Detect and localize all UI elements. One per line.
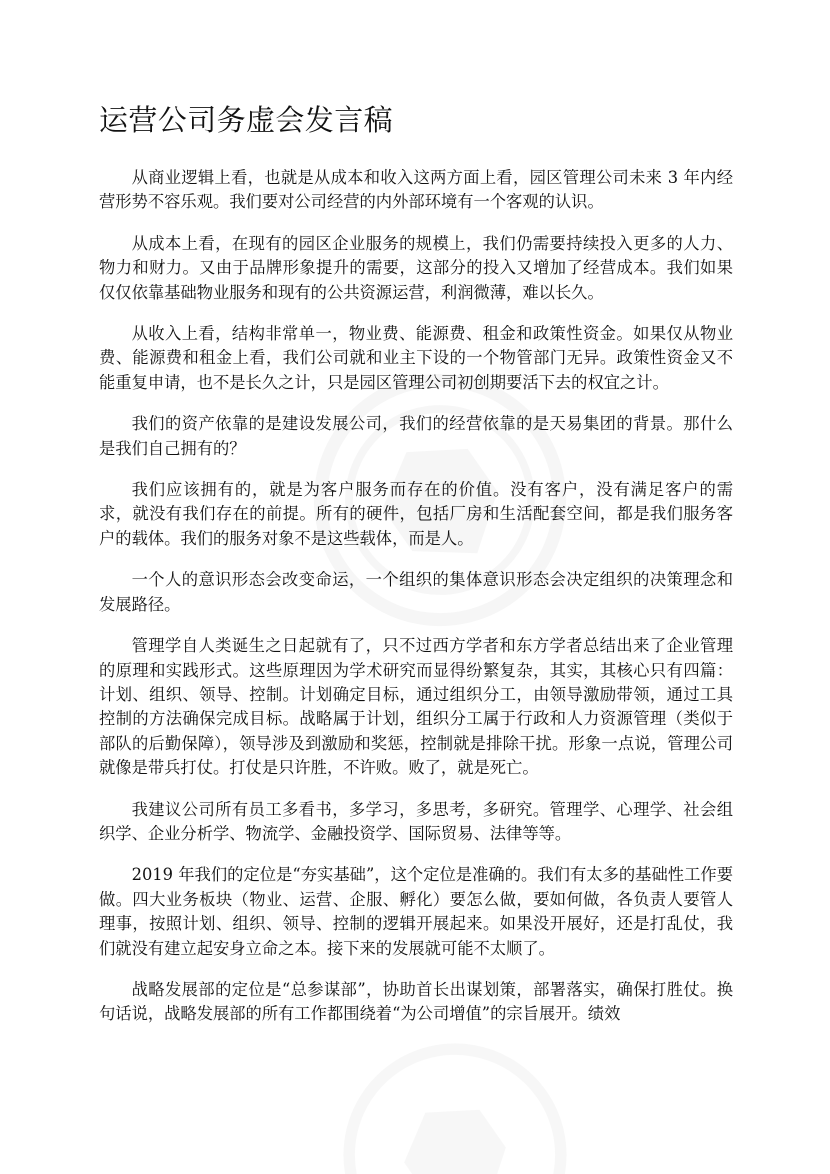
paragraph-8: 我建议公司所有员工多看书，多学习，多思考，多研究。管理学、心理学、社会组织学、企业分析学、物流学、金融投资学、国际贸易、法律等等。: [99, 799, 733, 843]
paragraph-6: 一个人的意识形态会改变命运，一个组织的集体意识形态会决定组织的决策理念和发展路径。: [99, 570, 733, 614]
paragraph-1: 从商业逻辑上看，也就是从成本和收入这两方面上看，园区管理公司未来 3 年内经营形势不容乐观。我们要对公司经营的内外部环境有一个客观的认识。: [99, 168, 733, 212]
paragraph-10: 战略发展部的定位是“总参谋部”，协助首长出谋划策，部署落实，确保打胜仗。换句话说，战略发展部的所有工作都围绕着“为公司增值”的宗旨展开。绩效: [99, 979, 733, 1024]
paragraph-7: 管理学自人类诞生之日起就有了，只不过西方学者和东方学者总结出来了企业管理的原理和实践形式。这些原理因为学术研究而显得纷繁复杂，其实，其核心只有四篇：计划、组织、领导、控制。计划确定目标，通过组织分工，由领导激励带领，通过工具控制的方法确保完成目标。战略属于计划，组织分工属于行政和人力资源管理（类似于部队的后勤保障），领导涉及到激励和奖惩，控制就是排除干扰。形象一点说，管理公司就像是带兵打仗。打仗是只许胜，不许败。败了，就是死亡。: [99, 636, 733, 778]
document-body: [99, 166, 733, 1044]
document-title: 运营公司务虚会发言稿: [99, 103, 394, 137]
paragraph-5: 我们应该拥有的，就是为客户服务而存在的价值。没有客户，没有满足客户的需求，就没有我们存在的前提。所有的硬件，包括厂房和生活配套空间，都是我们服务客户的载体。我们的服务对象不是这些载体，而是人。: [99, 480, 733, 548]
paragraph-2: 从成本上看，在现有的园区企业服务的规模上，我们仍需要持续投入更多的人力、物力和财力。又由于品牌形象提升的需要，这部分的投入又增加了经营成本。我们如果仅仅依靠基础物业服务和现有的公共资源运营，利润微薄，难以长久。: [99, 233, 733, 302]
paragraph-4: 我们的资产依靠的是建设发展公司，我们的经营依靠的是天易集团的背景。那什么是我们自己拥有的？: [99, 414, 733, 458]
paragraph-3: 从收入上看，结构非常单一，物业费、能源费、租金和政策性资金。如果仅从物业费、能源费和租金上看，我们公司就和业主下设的一个物管部门无异。政策性资金又不能重复申请，也不是长久之计，只是园区管理公司初创期要活下去的权宜之计。: [99, 324, 733, 392]
paragraph-9: 2019 年我们的定位是“夯实基础”，这个定位是准确的。我们有太多的基础性工作要做。四大业务板块（物业、运营、企服、孵化）要怎么做，要如何做，各负责人要管人理事，按照计划、组织、领导、控制的逻辑开展起来。如果没开展好，还是打乱仗，我们就没有建立起安身立命之本。接下来的发展就可能不太顺了。: [99, 865, 733, 958]
